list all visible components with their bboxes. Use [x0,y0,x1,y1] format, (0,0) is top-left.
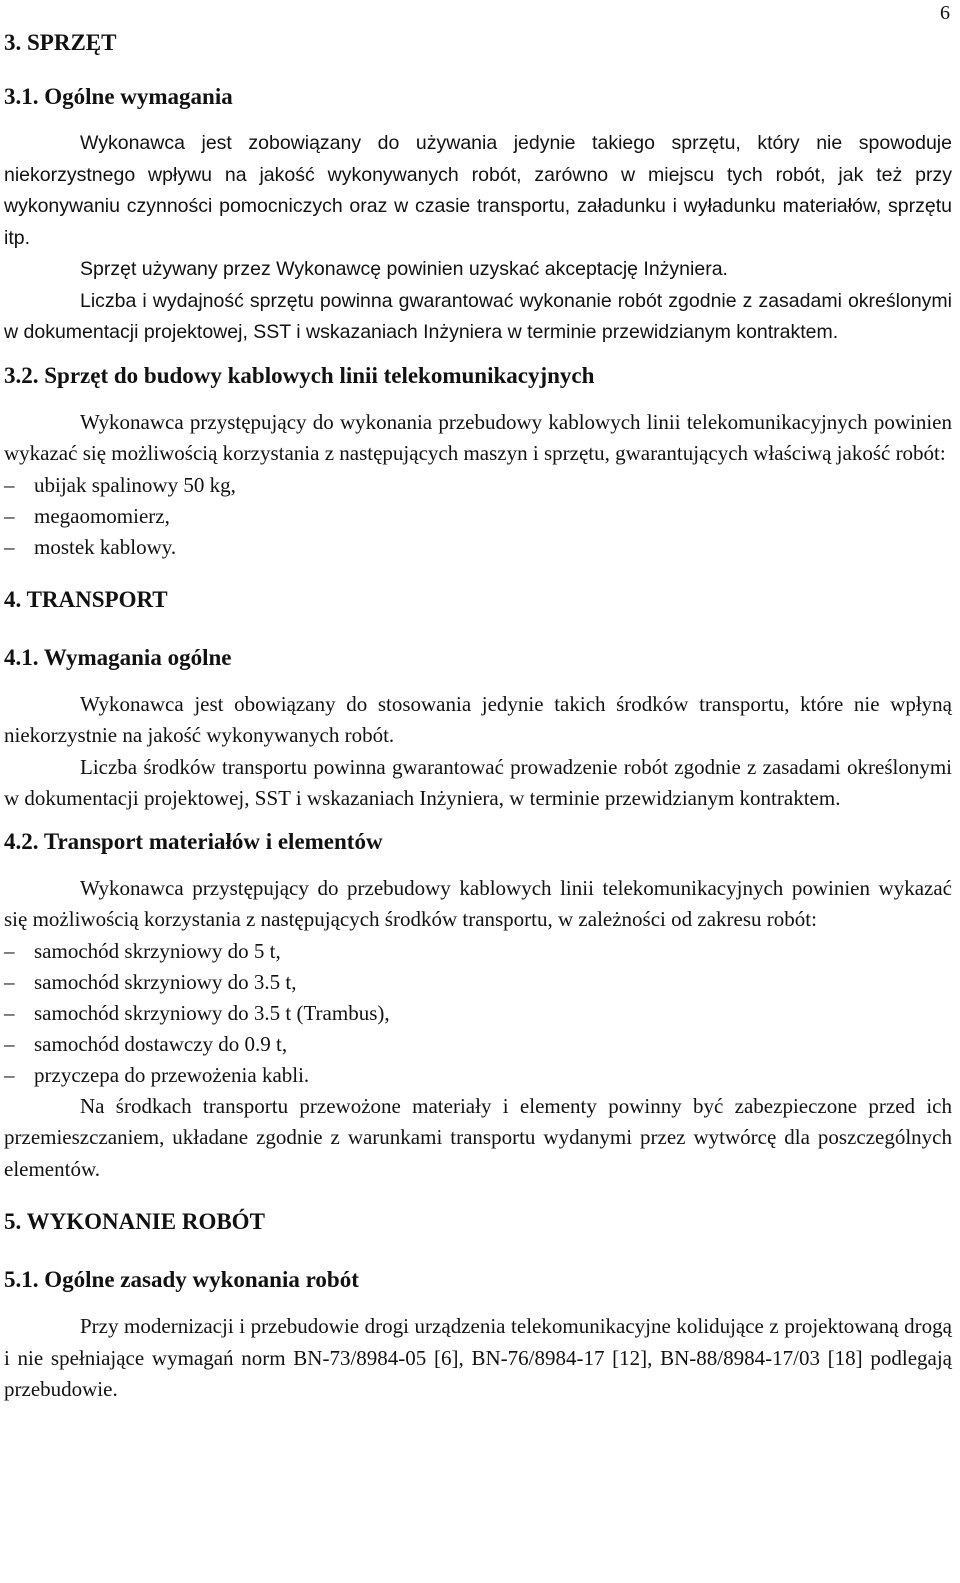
paragraph: Na środkach transportu przewożone materiały i elementy powinny być zabezpieczone przed ich przemieszczaniem, układane zgodnie z warunkami transportu wydanymi przez wytwórcę dla poszczególnych elementów. [4,1093,952,1181]
section-5-heading: 5. WYKONANIE ROBÓT [4,1209,265,1234]
list-item: – ubijak spalinowy 50 kg, [4,470,952,501]
list-item: – megaomomierz, [4,501,952,532]
list-item: – samochód skrzyniowy do 3.5 t (Trambus), [4,998,952,1029]
section-5-1-heading: 5.1. Ogólne zasady wykonania robót [4,1267,359,1292]
paragraph: Liczba środków transportu powinna gwarantować prowadzenie robót zgodnie z zasadami określonymi w dokumentacji projektowej, SST i wskazaniach Inżyniera, w terminie przewidzianym kontraktem. [4,754,952,810]
document-body [4,28,952,1406]
paragraph: Liczba i wydajność sprzętu powinna gwarantować wykonanie robót zgodnie z zasadami określonymi w dokumentacji projektowej, SST i wskazaniach Inżyniera w terminie przewidzianym kontraktem. [4,289,952,343]
equipment-list [4,470,952,563]
list-item: – samochód dostawczy do 0.9 t, [4,1029,952,1060]
section-4-1-heading: 4.1. Wymagania ogólne [4,644,232,670]
paragraph: Wykonawca jest obowiązany do stosowania jedynie takich środków transportu, które nie wpłyną niekorzystnie na jakość wykonywanych robót. [4,691,952,747]
page-number: 6 [940,2,950,24]
list-item: – przyczepa do przewożenia kabli. [4,1060,952,1091]
list-item: – samochód skrzyniowy do 3.5 t, [4,967,952,998]
section-4-heading: 4. TRANSPORT [4,586,168,612]
list-item: – samochód skrzyniowy do 5 t, [4,936,952,967]
section-3-1-heading: 3.1. Ogólne wymagania [4,84,233,109]
list-item: – mostek kablowy. [4,532,952,563]
paragraph: Przy modernizacji i przebudowie drogi urządzenia telekomunikacyjne kolidujące z projektowaną drogą i nie spełniające wymagań norm BN-73/8984-05 [6], BN-76/8984-17 [12], BN-88/8984-17/03 [18] podlegają przebudowie. [4,1314,952,1401]
section-3-heading: 3. SPRZĘT [4,30,117,55]
transport-list [4,936,952,1091]
paragraph: Wykonawca jest zobowiązany do używania jedynie takiego sprzętu, który nie spowoduje niekorzystnego wpływu na jakość wykonywanych robót, zarówno w miejscu tych robót, jak też przy wykonywaniu czynności pomocniczych oraz w czasie transportu, załadunku i wyładunku materiałów, sprzętu itp. [4,132,952,249]
paragraph: Wykonawca przystępujący do przebudowy kablowych linii telekomunikacyjnych powinien wykazać się możliwością korzystania z następujących środków transportu, w zależności od zakresu robót: [4,875,952,931]
section-4-2-heading: 4.2. Transport materiałów i elementów [4,828,383,854]
section-3-2-heading: 3.2. Sprzęt do budowy kablowych linii telekomunikacyjnych [4,362,595,388]
paragraph: Wykonawca przystępujący do wykonania przebudowy kablowych linii telekomunikacyjnych powinien wykazać się możliwością korzystania z następujących maszyn i sprzętu, gwarantujących właściwą jakość robót: [4,409,952,465]
paragraph: Sprzęt używany przez Wykonawcę powinien uzyskać akceptację Inżyniera. [80,258,728,280]
